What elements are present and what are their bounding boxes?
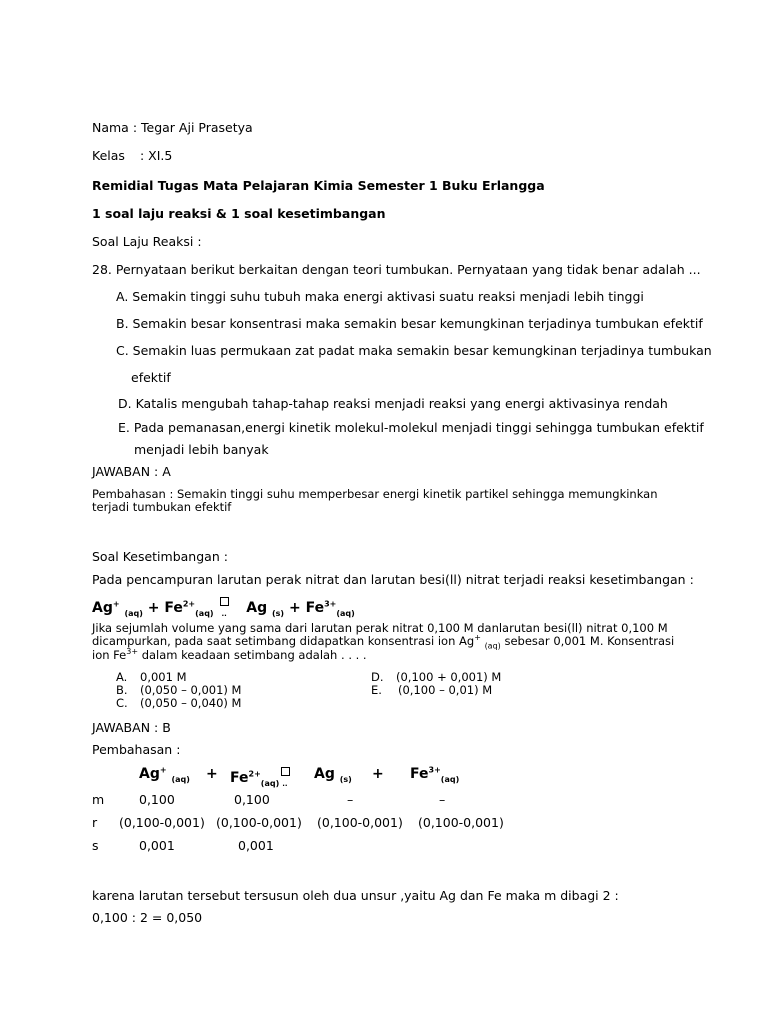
option-c-cont: efektif bbox=[131, 370, 171, 385]
equilibrium-arrow-icon bbox=[220, 597, 229, 606]
table-plus-2: + bbox=[372, 766, 384, 782]
table-plus-1: + bbox=[206, 766, 218, 782]
document-title: Remidial Tugas Mata Pelajaran Kimia Semester 1 Buku Erlangga bbox=[92, 178, 545, 193]
fe3-ion: Fe bbox=[305, 600, 325, 616]
pembahasan-label: Pembahasan : bbox=[92, 742, 181, 757]
note-line: karena larutan tersebut tersusun oleh dua unsur ,yaitu Ag dan Fe maka m dibagi 2 : bbox=[92, 888, 619, 903]
table-ag-solid: Ag $_{(s)}$ bbox=[314, 766, 352, 784]
class-label: Kelas bbox=[92, 148, 125, 163]
table-fe2: $Fe^{2+}_{(aq)}$ .. bbox=[230, 767, 288, 792]
row-m-ag: 0,100 bbox=[139, 792, 175, 807]
problem-line3: ion $Fe^{3+}$ dalam keadaan setimbang adalah . . . . bbox=[92, 647, 367, 662]
choice-d: (0,100 + 0,001) M bbox=[396, 670, 502, 684]
kesetimbangan-intro: Pada pencampuran larutan perak nitrat dan larutan besi(ll) nitrat terjadi reaksi kesetimbangan : bbox=[92, 572, 694, 587]
row-r-ag: (0,100-0,001) bbox=[119, 815, 205, 830]
row-s-label: s bbox=[92, 838, 99, 853]
student-name: Nama : Tegar Aji Prasetya bbox=[92, 120, 253, 135]
fe2-ion: Fe bbox=[164, 600, 183, 616]
choice-a: 0,001 M bbox=[140, 670, 187, 684]
laju-answer: JAWABAN : A bbox=[92, 464, 171, 479]
laju-heading: Soal Laju Reaksi : bbox=[92, 234, 202, 249]
class-value: : XI.5 bbox=[140, 148, 173, 163]
row-m-agp: – bbox=[347, 792, 354, 807]
problem-line2: dicampurkan, pada saat setimbang didapatkan konsentrasi ion Ag+ $_{(aq)}$ sebesar 0,001 M. Konsentrasi bbox=[92, 633, 675, 651]
choice-b: (0,050 – 0,001) M bbox=[140, 683, 242, 697]
equilibrium-arrow-icon bbox=[281, 767, 290, 776]
kesetimbangan-heading: Soal Kesetimbangan : bbox=[92, 549, 228, 564]
reaction-equation: Ag+ $_{(aq)} + Fe^{2+}_{(aq)}$ .. Ag $_{(s)} + Fe^{3+}_{(aq)}$ bbox=[92, 597, 355, 622]
table-fe3: $Fe^{3+}_{(aq)}$ bbox=[410, 765, 460, 784]
option-e-cont: menjadi lebih banyak bbox=[134, 442, 269, 457]
table-ag: Ag+ $_{(aq)}$ bbox=[139, 765, 190, 784]
row-r-agp: (0,100-0,001) bbox=[317, 815, 403, 830]
document-subtitle: 1 soal laju reaksi & 1 soal kesetimbangan bbox=[92, 206, 386, 221]
row-m-label: m bbox=[92, 792, 105, 807]
choice-a-letter: A. bbox=[116, 670, 128, 684]
ag-solid: Ag bbox=[246, 600, 268, 616]
row-s-fe: 0,001 bbox=[238, 838, 274, 853]
option-e: E. Pada pemanasan,energi kinetik molekul-molekul menjadi tinggi sehingga tumbukan efektif bbox=[118, 420, 704, 435]
laju-explanation-line2: terjadi tumbukan efektif bbox=[92, 500, 232, 514]
option-a: A. Semakin tinggi suhu tubuh maka energi aktivasi suatu reaksi menjadi lebih tinggi bbox=[116, 289, 644, 304]
laju-question: 28. Pernyataan berikut berkaitan dengan teori tumbukan. Pernyataan yang tidak benar adalah ... bbox=[92, 262, 701, 277]
row-s-ag: 0,001 bbox=[139, 838, 175, 853]
row-m-fe: 0,100 bbox=[234, 792, 270, 807]
choice-c-letter: C. bbox=[116, 696, 128, 710]
choice-d-letter: D. bbox=[371, 670, 384, 684]
row-r-fe: (0,100-0,001) bbox=[216, 815, 302, 830]
laju-explanation-line1: Pembahasan : Semakin tinggi suhu memperbesar energi kinetik partikel sehingga memungkinkan bbox=[92, 487, 658, 501]
option-b: B. Semakin besar konsentrasi maka semakin besar kemungkinan terjadinya tumbukan efektif bbox=[116, 316, 703, 331]
option-d: D. Katalis mengubah tahap-tahap reaksi menjadi reaksi yang energi aktivasinya rendah bbox=[118, 396, 668, 411]
choice-c: (0,050 – 0,040) M bbox=[140, 696, 242, 710]
row-r-label: r bbox=[92, 815, 98, 830]
choice-e: (0,100 – 0,01) M bbox=[398, 683, 493, 697]
row-r-fe3: (0,100-0,001) bbox=[418, 815, 504, 830]
kesetimbangan-answer: JAWABAN : B bbox=[92, 720, 171, 735]
row-m-fe3: – bbox=[439, 792, 446, 807]
choice-e-letter: E. bbox=[371, 683, 382, 697]
ag-ion: Ag bbox=[92, 600, 113, 616]
option-c: C. Semakin luas permukaan zat padat maka semakin besar kemungkinan terjadinya tumbukan bbox=[116, 343, 712, 358]
calc-line: 0,100 : 2 = 0,050 bbox=[92, 910, 203, 925]
choice-b-letter: B. bbox=[116, 683, 128, 697]
problem-line1: Jika sejumlah volume yang sama dari larutan perak nitrat 0,100 M danlarutan besi(ll) nitrat 0,100 M bbox=[92, 621, 668, 635]
